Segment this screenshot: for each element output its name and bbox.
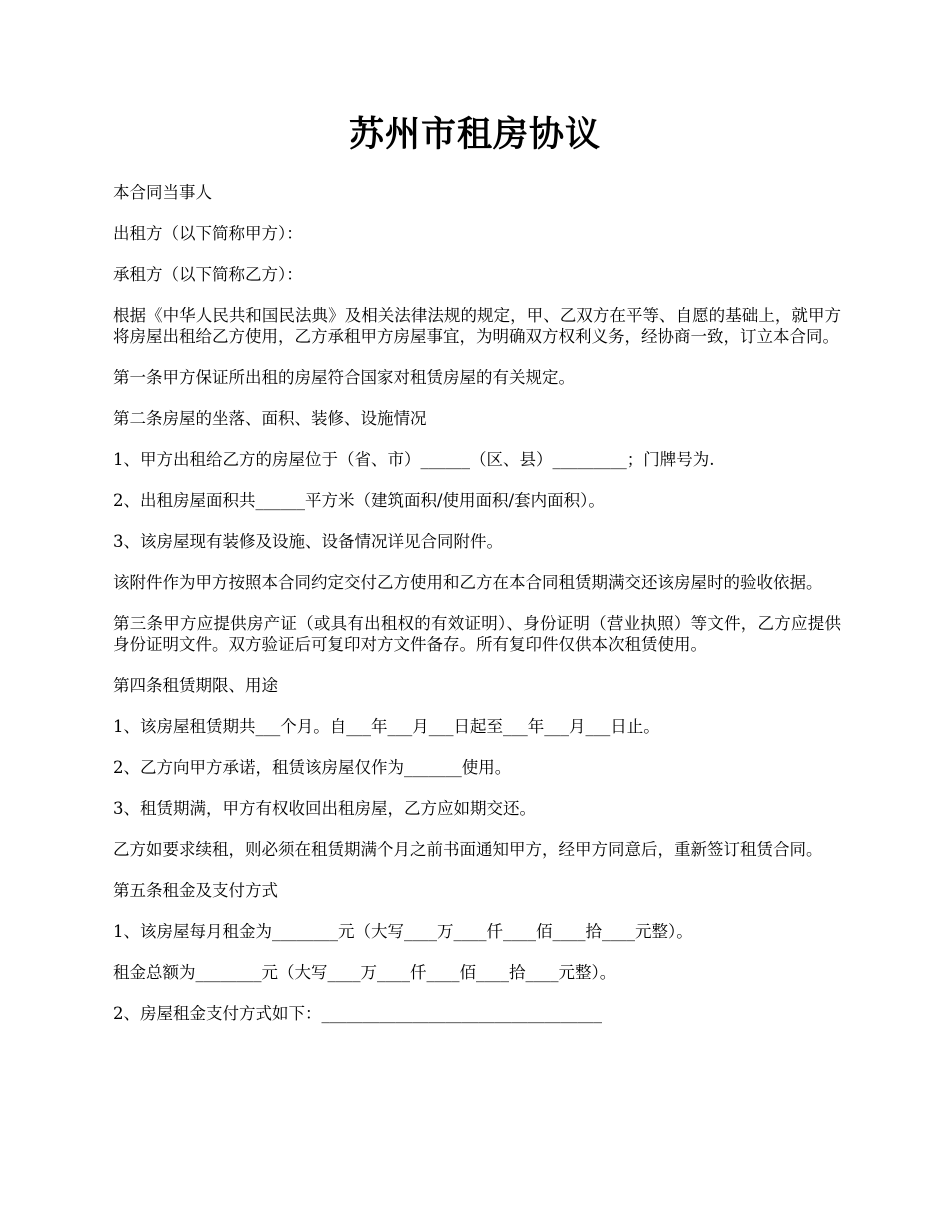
paragraph: 出租方（以下简称甲方）： — [113, 224, 303, 243]
paragraph: 2、乙方向甲方承诺，租赁该房屋仅作为_______使用。 — [113, 758, 512, 777]
paragraph: 1、该房屋每月租金为________元（大写____万____仟____佰____拾____元整）。 — [113, 922, 693, 941]
paragraph: 第三条甲方应提供房产证（或具有出租权的有效证明）、身份证明（营业执照）等文件，乙方应提供身份证明文件。双方验证后可复印对方文件备存。所有复印件仅供本次租赁使用。 — [113, 614, 841, 654]
paragraph: 2、出租房屋面积共______平方米（建筑面积/使用面积/套内面积）。 — [113, 491, 605, 510]
paragraph: 第五条租金及支付方式 — [113, 881, 278, 900]
paragraph: 3、租赁期满，甲方有权收回出租房屋，乙方应如期交还。 — [113, 799, 536, 818]
paragraph: 2、房屋租金支付方式如下：__________________________________ — [113, 1004, 602, 1023]
paragraph: 租金总额为________元（大写____万____仟____佰____拾____元整）。 — [113, 963, 617, 982]
paragraph: 第一条甲方保证所出租的房屋符合国家对租赁房屋的有关规定。 — [113, 368, 575, 387]
paragraph: 承租方（以下简称乙方）： — [113, 265, 303, 284]
paragraph: 乙方如要求续租，则必须在租赁期满个月之前书面通知甲方，经甲方同意后，重新签订租赁合同。 — [113, 840, 823, 859]
paragraph: 根据《中华人民共和国民法典》及相关法律法规的规定，甲、乙双方在平等、自愿的基础上，就甲方将房屋出租给乙方使用，乙方承租甲方房屋事宜，为明确双方权利义务，经协商一致，订立本合同。 — [113, 306, 841, 346]
paragraph: 第四条租赁期限、用途 — [113, 676, 278, 695]
paragraph: 该附件作为甲方按照本合同约定交付乙方使用和乙方在本合同租赁期满交还该房屋时的验收依据。 — [113, 573, 823, 592]
paragraph: 第二条房屋的坐落、面积、装修、设施情况 — [113, 409, 427, 428]
paragraph: 本合同当事人 — [113, 183, 212, 202]
document-title: 苏州市租房协议 — [348, 114, 601, 155]
paragraph: 1、该房屋租赁期共___个月。自___年___月___日起至___年___月___日止。 — [113, 717, 660, 736]
document-body — [113, 182, 841, 1044]
paragraph: 1、甲方出租给乙方的房屋位于（省、市）______（区、县）_________；门牌号为. — [113, 450, 715, 469]
paragraph: 3、该房屋现有装修及设施、设备情况详见合同附件。 — [113, 532, 503, 551]
